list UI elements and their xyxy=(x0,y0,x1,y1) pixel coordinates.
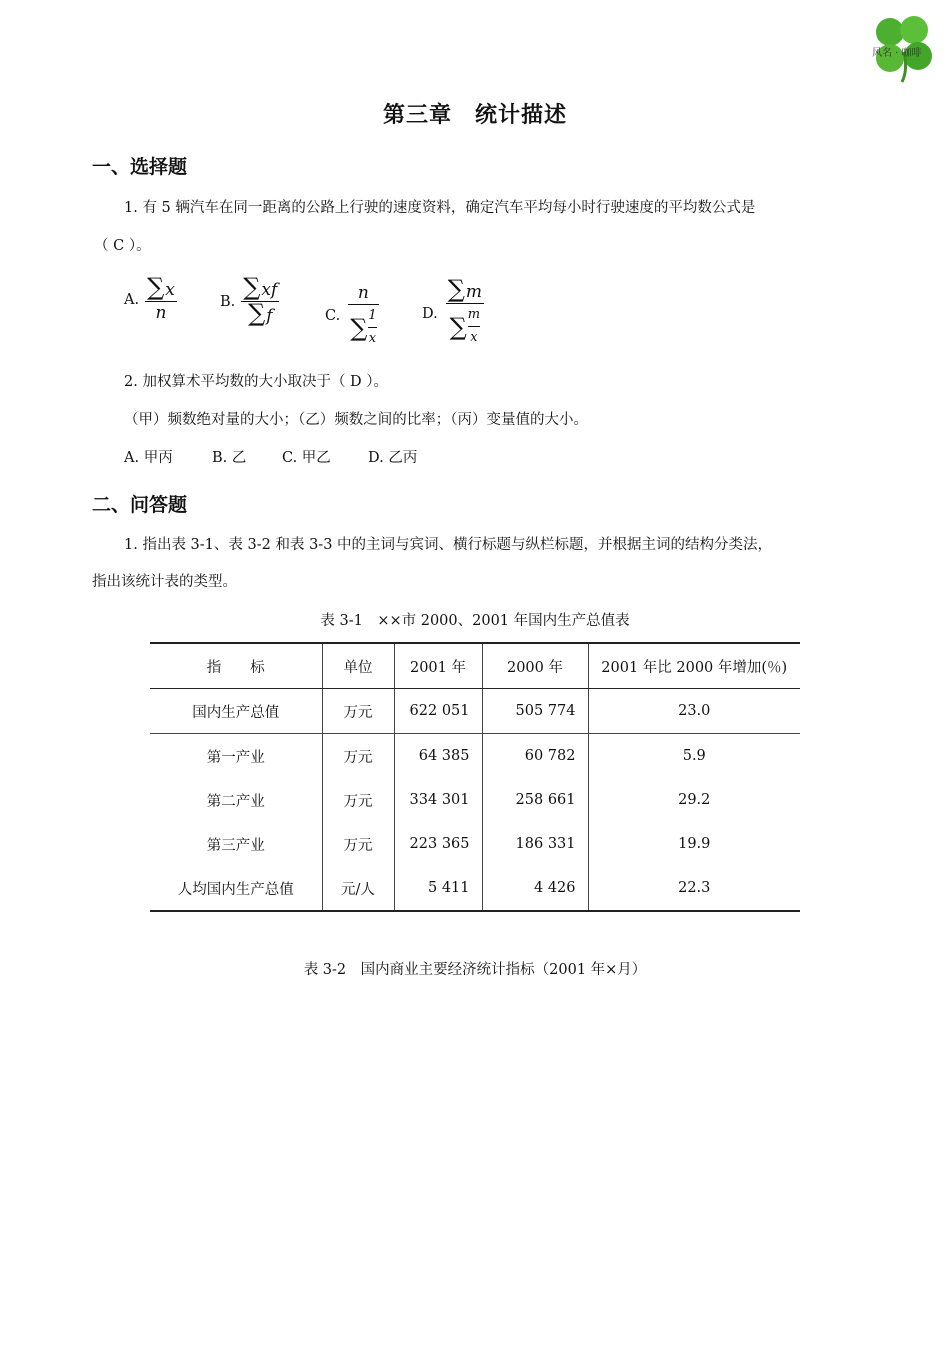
cell-2000: 258 661 xyxy=(482,778,588,822)
option-d-label: D. xyxy=(422,305,438,322)
question-2-option-d: D. 乙丙 xyxy=(368,450,418,466)
section-heading-choice: 一、选择题 xyxy=(92,156,188,178)
cell-increase: 22.3 xyxy=(588,866,800,911)
cell-2000: 4 426 xyxy=(482,866,588,911)
question-2-option-b: B. 乙 xyxy=(212,450,247,466)
formula-b: $\frac{\sum xf}{\sum f}$ xyxy=(243,273,278,328)
table-row xyxy=(150,689,800,734)
cell-unit: 万元 xyxy=(322,822,394,866)
table-3-1-caption: 表 3-1 ××市 2000、2001 年国内生产总值表 xyxy=(320,613,630,629)
cell-2000: 505 774 xyxy=(482,689,588,734)
cell-unit: 万元 xyxy=(322,734,394,779)
header-2000: 2000 年 xyxy=(482,643,588,689)
question-2-option-c: C. 甲乙 xyxy=(282,450,331,466)
cell-2001: 223 365 xyxy=(394,822,482,866)
option-b-label: B. xyxy=(220,293,236,310)
table-row xyxy=(150,734,800,779)
cell-increase: 5.9 xyxy=(588,734,800,779)
question-2-text: 2. 加权算术平均数的大小取决于（ D ）。 xyxy=(124,374,389,390)
option-a xyxy=(124,273,177,324)
header-increase: 2001 年比 2000 年增加(％) xyxy=(588,643,800,689)
formula-a: $\frac{\sum x}{n}$ xyxy=(147,273,175,324)
cell-2001: 622 051 xyxy=(394,689,482,734)
cell-indicator: 第二产业 xyxy=(206,793,265,810)
cell-2001: 5 411 xyxy=(394,866,482,911)
question-1-answer: （ C ）。 xyxy=(94,238,151,254)
cell-increase: 23.0 xyxy=(588,689,800,734)
qa-1-text-cont: 指出该统计表的类型。 xyxy=(92,574,237,590)
option-c-label: C. xyxy=(325,308,341,325)
cell-unit: 元/人 xyxy=(322,866,394,911)
table-row xyxy=(150,778,800,822)
option-c xyxy=(325,282,379,350)
cell-increase: 29.2 xyxy=(588,778,800,822)
cell-increase: 19.9 xyxy=(588,822,800,866)
header-indicator: 指 标 xyxy=(150,643,322,689)
table-header-row xyxy=(150,643,800,689)
option-a-label: A. xyxy=(124,292,140,309)
header-2001: 2001 年 xyxy=(394,643,482,689)
clover-logo xyxy=(868,12,940,84)
cell-unit: 万元 xyxy=(322,689,394,734)
cell-indicator: 第一产业 xyxy=(206,749,265,766)
cell-indicator: 第三产业 xyxy=(206,837,265,854)
qa-1-text: 1. 指出表 3-1、表 3-2 和表 3-3 中的主词与宾词、横行标题与纵栏标题，并根据主词的结构分类法， xyxy=(124,537,773,553)
table-3-2-caption: 表 3-2 国内商业主要经济统计指标（2001 年×月） xyxy=(303,962,647,978)
section-heading-qa: 二、问答题 xyxy=(92,494,188,516)
table-3-1 xyxy=(150,642,800,912)
cell-2000: 60 782 xyxy=(482,734,588,779)
formula-c: n ∑ $\frac{1}{x}$ xyxy=(350,283,377,347)
cell-2001: 334 301 xyxy=(394,778,482,822)
question-1-text: 1. 有 5 辆汽车在同一距离的公路上行驶的速度资料，确定汽车平均每小时行驶速度的平均数公式是 xyxy=(124,200,756,216)
table-row xyxy=(150,822,800,866)
cell-indicator: 国内生产总值 xyxy=(150,689,322,734)
question-2-option-a: A. 甲丙 xyxy=(124,450,173,466)
page-title: 第三章 统计描述 xyxy=(382,103,567,128)
question-2-conditions: （甲）频数绝对量的大小；（乙）频数之间的比率；（丙）变量值的大小。 xyxy=(124,412,588,428)
cell-unit: 万元 xyxy=(322,778,394,822)
option-b xyxy=(220,273,279,328)
cell-indicator: 人均国内生产总值 xyxy=(150,866,322,911)
option-d xyxy=(422,275,484,349)
table-row xyxy=(150,866,800,911)
watermark-text: 风名 · 咖啡 xyxy=(872,48,922,59)
cell-2000: 186 331 xyxy=(482,822,588,866)
formula-d: ∑m ∑ $\frac{m}{x}$ xyxy=(447,275,482,346)
cell-2001: 64 385 xyxy=(394,734,482,779)
header-unit: 单位 xyxy=(322,643,394,689)
